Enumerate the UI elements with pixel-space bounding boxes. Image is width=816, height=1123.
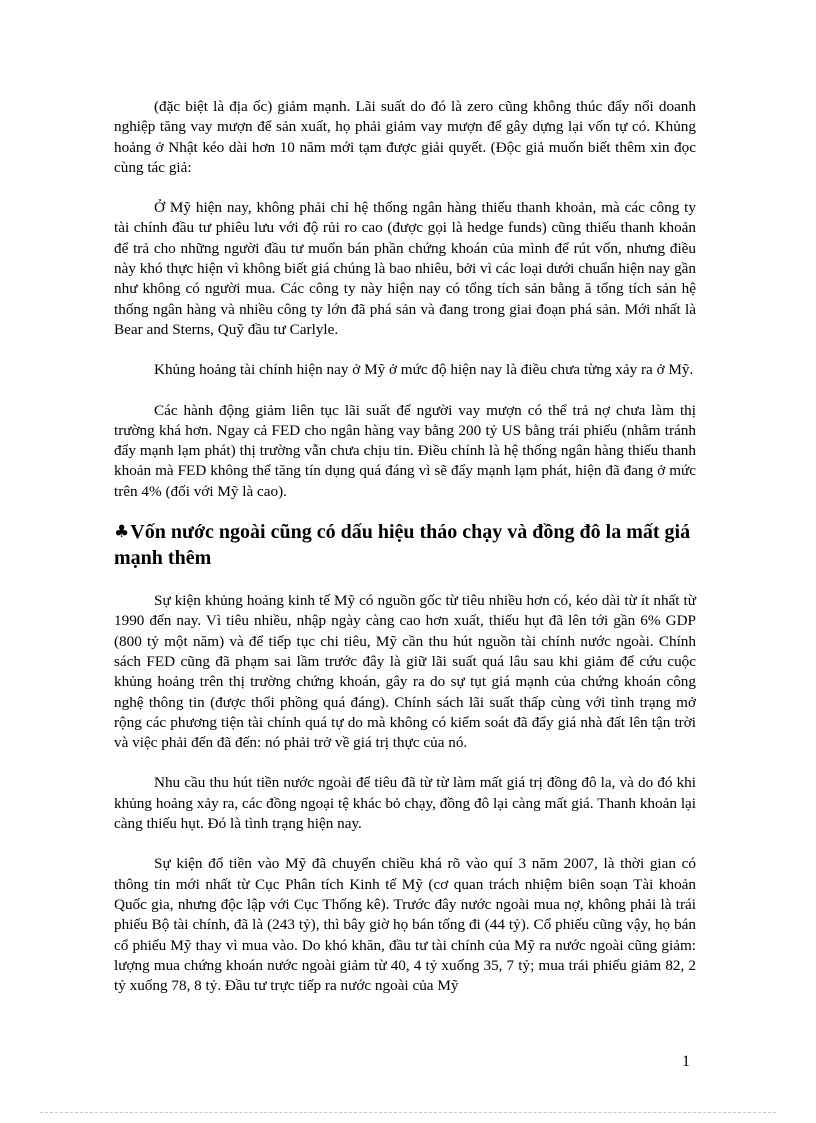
paragraph-fed-actions: Các hành động giảm liên tục lãi suất để người vay mượn có thể trả nợ chưa làm thị trường khá hơn. Ngay cả FED cho ngân hàng vay bằng 200 tỷ US bằng trái phiếu (nhằm tránh đẩy mạnh lạm phát) thị trường vẫn chưa chịu tin. Điều chính là hệ thống ngân hàng thiếu thanh khoản mà FED không thể tăng tín dụng quá đáng vì sẽ đẩy mạnh lạm phát, hiện đã đang ở mức trên 4% (đối với Mỹ là cao). (114, 401, 696, 500)
section-heading (114, 519, 696, 571)
page-number: 1 (682, 1053, 690, 1070)
page-content (114, 97, 696, 996)
section-heading-text: Vốn nước ngoài cũng có dấu hiệu tháo chạy và đồng đô la mất giá mạnh thêm (114, 521, 691, 570)
footer-divider (40, 1112, 776, 1113)
club-suit-icon: ♣ (114, 522, 130, 543)
paragraph-dollar-devaluation: Nhu cầu thu hút tiền nước ngoài để tiêu đã từ từ làm mất giá trị đồng đô la, và do đó khi khủng hoảng xảy ra, các đồng ngoại tệ khác bỏ chạy, đồng đô lại càng mất giá. Thanh khoản lại càng thiếu hụt. Đó là tình trạng hiện nay. (114, 774, 696, 833)
paragraph-capital-flows: Sự kiện đổ tiền vào Mỹ đã chuyển chiều khá rõ vào quí 3 năm 2007, là thời gian có thông tin mới nhất từ Cục Phân tích Kinh tế Mỹ (cơ quan trách nhiệm biên soạn Tài khoản Quốc gia, nhưng độc lập với Cục Thống kê). Trước đây nước ngoài mua nợ, không phải là trái phiếu Bộ tài chính, đã là (243 tỷ), thì bây giờ họ bán tống đi (44 tỷ). Cổ phiếu cũng vậy, họ bán cổ phiếu Mỹ thay vì mua vào. Do khó khăn, đầu tư tài chính của Mỹ ra nước ngoài cũng giảm: lượng mua chứng khoán nước ngoài giảm từ 40, 4 tỷ xuống 35, 7 tỷ; mua trái phiếu giảm 82, 2 tỷ xuống 78, 8 tỷ. Đầu tư trực tiếp ra nước ngoài của Mỹ (114, 855, 696, 995)
paragraph-hedge-funds: Ở Mỹ hiện nay, không phải chỉ hệ thống ngân hàng thiếu thanh khoản, mà các công ty tài chính đầu tư phiêu lưu với độ rủi ro cao (được gọi là hedge funds) cũng thiếu thanh khoản để trả cho những người đầu tư muốn bán phần chứng khoán của mình để rút vốn, nhưng điều này khó thực hiện vì không biết giá chúng là bao nhiêu, bởi vì các loại dưới chuẩn hiện nay gần như không có người mua. Các công ty này hiện nay có tổng tích sản bằng ă tổng tích sản hệ thống ngân hàng và nhiều công ty lớn đã phá sản và đang trong giai đoạn phá sản. Mới nhất là Bear and Sterns, Quỹ đầu tư Carlyle. (114, 199, 696, 338)
paragraph-crisis-level: Khủng hoảng tài chính hiện nay ở Mỹ ở mức độ hiện nay là điều chưa từng xảy ra ở Mỹ. (154, 361, 694, 379)
paragraph-economic-origin: Sự kiện khủng hoảng kinh tế Mỹ có nguồn gốc từ tiêu nhiều hơn có, kéo dài từ ít nhất từ 1990 đến nay. Vì tiêu nhiều, nhập ngày càng cao hơn xuất, thiếu hụt đã lên tới gần 6% GDP (800 tỷ một năm) và để tiếp tục chi tiêu, Mỹ cần thu hút nguồn tài chính nước ngoài. Chính sách FED cũng đã phạm sai lầm trước đây là giữ lãi suất quá lâu sau khi giảm để cứu cuộc khủng hoảng trên thị trường chứng khoán, gây ra do sự tụt giá mạnh của chứng khoán công nghệ thông tin (được thổi phồng quá đáng). Chính sách lãi suất thấp cùng với tình trạng mở rộng các phương tiện tài chính quá tự do mà không có kiểm soát đã đẩy giá nhà đất lên tận trời và việc phải đến đã đến: nó phải trở về giá trị thực của nó. (114, 592, 696, 752)
paragraph-japan-crisis: (đặc biệt là địa ốc) giảm mạnh. Lãi suất do đó là zero cũng không thúc đẩy nổi doanh nghiệp tăng vay mượn để sản xuất, họ phải giảm vay mượn để gây dựng lại vốn tự có. Khủng hoảng ở Nhật kéo dài hơn 10 năm mới tạm được giải quyết. (Độc giả muốn biết thêm xin đọc cùng tác giả: (114, 98, 696, 176)
